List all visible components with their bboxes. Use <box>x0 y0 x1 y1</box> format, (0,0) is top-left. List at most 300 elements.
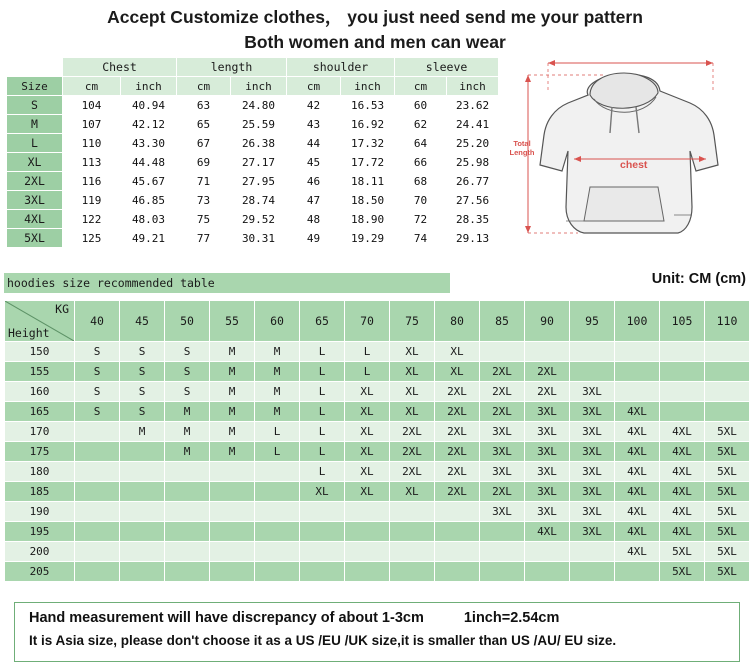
matrix-cell: M <box>255 402 300 422</box>
measure-cell: 45 <box>287 153 341 172</box>
measure-cell: 43.30 <box>121 134 177 153</box>
matrix-cell <box>345 502 390 522</box>
matrix-cell <box>615 382 660 402</box>
matrix-cell: 3XL <box>480 442 525 462</box>
matrix-cell <box>75 502 120 522</box>
matrix-cell <box>435 542 480 562</box>
measure-cell: 24.41 <box>447 115 499 134</box>
matrix-cell <box>615 362 660 382</box>
matrix-height-value: 160 <box>5 382 75 402</box>
measure-cell: 104 <box>63 96 121 115</box>
matrix-kg-header: 70 <box>345 301 390 342</box>
matrix-cell: 4XL <box>660 482 705 502</box>
measure-cell: 25.20 <box>447 134 499 153</box>
total-length-label-line1: Total <box>513 139 531 148</box>
matrix-cell <box>570 542 615 562</box>
matrix-kg-header: 105 <box>660 301 705 342</box>
matrix-cell: M <box>210 362 255 382</box>
measure-cell: 42.12 <box>121 115 177 134</box>
measure-cell: 63 <box>177 96 231 115</box>
page-title: Accept Customize clothes， you just need send me your pattern <box>107 7 643 27</box>
matrix-cell: 2XL <box>480 382 525 402</box>
matrix-cell <box>120 502 165 522</box>
disclaimer-line-1 <box>29 610 739 626</box>
size-table-unit-row <box>7 77 499 96</box>
matrix-cell <box>165 562 210 582</box>
matrix-cell: S <box>75 382 120 402</box>
size-cell: M <box>7 115 63 134</box>
matrix-cell: 3XL <box>570 502 615 522</box>
size-cell: S <box>7 96 63 115</box>
matrix-cell: 3XL <box>570 522 615 542</box>
matrix-cell: M <box>165 422 210 442</box>
matrix-cell: L <box>255 422 300 442</box>
matrix-cell: XL <box>345 462 390 482</box>
matrix-cell <box>390 522 435 542</box>
matrix-cell <box>300 542 345 562</box>
spacer-cell <box>7 58 63 77</box>
matrix-cell: XL <box>390 362 435 382</box>
unit-cell: inch <box>231 77 287 96</box>
matrix-cell: 2XL <box>525 362 570 382</box>
matrix-cell <box>480 542 525 562</box>
matrix-cell <box>120 442 165 462</box>
measure-cell: 70 <box>395 191 447 210</box>
matrix-height-value: 205 <box>5 562 75 582</box>
matrix-cell: 2XL <box>435 402 480 422</box>
matrix-cell: XL <box>345 442 390 462</box>
matrix-kg-header: 90 <box>525 301 570 342</box>
measure-cell: 42 <box>287 96 341 115</box>
matrix-kg-header: 100 <box>615 301 660 342</box>
matrix-cell <box>615 562 660 582</box>
measure-cell: 75 <box>177 210 231 229</box>
matrix-height-value: 165 <box>5 402 75 422</box>
inch-conversion-note: 1inch=2.54cm <box>463 610 560 626</box>
matrix-cell <box>345 562 390 582</box>
matrix-cell <box>660 402 705 422</box>
matrix-cell: 2XL <box>435 482 480 502</box>
matrix-cell <box>75 482 120 502</box>
matrix-cell <box>345 542 390 562</box>
matrix-cell: XL <box>435 362 480 382</box>
table-row <box>5 342 750 362</box>
matrix-cell: 4XL <box>660 462 705 482</box>
matrix-cell: 5XL <box>705 482 750 502</box>
matrix-cell: 4XL <box>615 482 660 502</box>
matrix-cell <box>660 382 705 402</box>
matrix-cell: 4XL <box>615 502 660 522</box>
matrix-cell: 4XL <box>525 522 570 542</box>
measure-cell: 23.62 <box>447 96 499 115</box>
matrix-cell <box>390 502 435 522</box>
measurement-note: Hand measurement will have discrepancy of about 1-3cm <box>29 610 424 626</box>
matrix-cell <box>75 422 120 442</box>
matrix-cell <box>165 482 210 502</box>
matrix-cell <box>615 342 660 362</box>
matrix-cell: 2XL <box>390 422 435 442</box>
matrix-cell <box>390 562 435 582</box>
matrix-cell: 5XL <box>705 442 750 462</box>
matrix-cell <box>570 562 615 582</box>
size-table-container <box>6 57 498 248</box>
matrix-cell: 4XL <box>615 462 660 482</box>
measure-cell: 66 <box>395 153 447 172</box>
matrix-corner-cell <box>5 301 75 342</box>
measure-cell: 17.32 <box>341 134 395 153</box>
measure-cell: 25.59 <box>231 115 287 134</box>
matrix-cell: M <box>120 422 165 442</box>
matrix-cell: L <box>255 442 300 462</box>
matrix-cell <box>570 342 615 362</box>
unit-cell: inch <box>447 77 499 96</box>
matrix-cell: L <box>300 382 345 402</box>
matrix-kg-header: 110 <box>705 301 750 342</box>
total-length-label-line2: Length <box>509 147 535 157</box>
measure-cell: 27.56 <box>447 191 499 210</box>
matrix-cell: 4XL <box>660 502 705 522</box>
recommend-title: hoodies size recommended table <box>4 273 450 293</box>
matrix-cell: 3XL <box>480 502 525 522</box>
matrix-cell: L <box>345 342 390 362</box>
matrix-cell: 5XL <box>705 542 750 562</box>
matrix-cell: S <box>165 362 210 382</box>
measure-cell: 72 <box>395 210 447 229</box>
matrix-cell: 3XL <box>570 382 615 402</box>
matrix-cell: XL <box>390 402 435 422</box>
unit-cell: cm <box>177 77 231 96</box>
matrix-cell: XL <box>390 342 435 362</box>
matrix-cell <box>75 542 120 562</box>
matrix-cell <box>660 342 705 362</box>
measure-cell: 45.67 <box>121 172 177 191</box>
matrix-cell: 5XL <box>705 462 750 482</box>
measure-cell: 47 <box>287 191 341 210</box>
table-row <box>5 482 750 502</box>
matrix-cell <box>255 502 300 522</box>
matrix-cell: 3XL <box>570 482 615 502</box>
matrix-cell: 2XL <box>435 442 480 462</box>
matrix-cell: S <box>120 382 165 402</box>
group-header-chest: Chest <box>63 58 177 77</box>
matrix-cell: 5XL <box>660 542 705 562</box>
matrix-cell: M <box>210 402 255 422</box>
matrix-kg-header: 55 <box>210 301 255 342</box>
matrix-cell: 3XL <box>525 442 570 462</box>
measure-cell: 44.48 <box>121 153 177 172</box>
disclaimer-line-2: It is Asia size, please don't choose it as a US /EU /UK size,it is smaller than US /AU/ EU size. <box>29 633 617 648</box>
matrix-cell: L <box>300 362 345 382</box>
matrix-cell: L <box>300 422 345 442</box>
matrix-cell: S <box>120 342 165 362</box>
matrix-cell <box>705 362 750 382</box>
matrix-cell: L <box>300 442 345 462</box>
matrix-cell: 5XL <box>705 502 750 522</box>
matrix-cell: 3XL <box>525 422 570 442</box>
matrix-cell <box>75 462 120 482</box>
measure-cell: 24.80 <box>231 96 287 115</box>
measure-cell: 110 <box>63 134 121 153</box>
measure-cell: 125 <box>63 229 121 248</box>
table-row <box>7 96 499 115</box>
matrix-cell: 2XL <box>390 442 435 462</box>
matrix-cell: XL <box>300 482 345 502</box>
matrix-cell <box>210 482 255 502</box>
matrix-cell: 3XL <box>525 462 570 482</box>
hoodie-illustration <box>508 55 746 245</box>
matrix-cell <box>345 522 390 542</box>
measure-cell: 19.29 <box>341 229 395 248</box>
matrix-cell: 5XL <box>660 562 705 582</box>
table-row <box>7 134 499 153</box>
matrix-cell <box>300 502 345 522</box>
measure-cell: 27.95 <box>231 172 287 191</box>
measure-cell: 113 <box>63 153 121 172</box>
matrix-cell: L <box>345 362 390 382</box>
matrix-cell: 2XL <box>480 402 525 422</box>
measure-cell: 29.13 <box>447 229 499 248</box>
measure-cell: 16.53 <box>341 96 395 115</box>
matrix-cell: 4XL <box>615 422 660 442</box>
matrix-cell: S <box>120 402 165 422</box>
size-cell: 5XL <box>7 229 63 248</box>
table-row <box>5 462 750 482</box>
matrix-cell: 2XL <box>480 362 525 382</box>
measure-cell: 27.17 <box>231 153 287 172</box>
matrix-cell <box>75 442 120 462</box>
matrix-cell <box>570 362 615 382</box>
matrix-height-value: 155 <box>5 362 75 382</box>
group-header-sleeve: sleeve <box>395 58 499 77</box>
table-row <box>7 153 499 172</box>
matrix-cell: 2XL <box>480 482 525 502</box>
table-row <box>5 382 750 402</box>
matrix-cell <box>480 522 525 542</box>
page-subtitle: Both women and men can wear <box>244 32 506 53</box>
matrix-cell: S <box>165 342 210 362</box>
unit-note: Unit: CM (cm) <box>651 271 746 287</box>
matrix-height-value: 190 <box>5 502 75 522</box>
measure-cell: 29.52 <box>231 210 287 229</box>
matrix-cell: M <box>210 382 255 402</box>
matrix-cell <box>705 402 750 422</box>
matrix-cell <box>165 542 210 562</box>
matrix-cell <box>300 562 345 582</box>
matrix-height-value: 195 <box>5 522 75 542</box>
matrix-cell: 4XL <box>615 402 660 422</box>
matrix-height-value: 150 <box>5 342 75 362</box>
unit-cell: cm <box>395 77 447 96</box>
matrix-cell: XL <box>345 422 390 442</box>
matrix-cell <box>525 542 570 562</box>
matrix-cell: 3XL <box>525 402 570 422</box>
matrix-cell: 3XL <box>570 462 615 482</box>
matrix-cell: 3XL <box>525 482 570 502</box>
matrix-kg-header: 95 <box>570 301 615 342</box>
matrix-cell: S <box>120 362 165 382</box>
matrix-cell <box>210 462 255 482</box>
matrix-cell: 3XL <box>525 502 570 522</box>
table-row <box>5 422 750 442</box>
matrix-cell: 4XL <box>615 442 660 462</box>
measure-cell: 49.21 <box>121 229 177 248</box>
unit-cell: inch <box>121 77 177 96</box>
matrix-cell <box>300 522 345 542</box>
matrix-cell <box>255 562 300 582</box>
matrix-cell <box>165 462 210 482</box>
matrix-height-value: 180 <box>5 462 75 482</box>
table-row <box>5 542 750 562</box>
matrix-cell: L <box>300 462 345 482</box>
matrix-height-value: 175 <box>5 442 75 462</box>
measure-cell: 116 <box>63 172 121 191</box>
matrix-cell: L <box>300 342 345 362</box>
matrix-kg-header: 40 <box>75 301 120 342</box>
matrix-cell: M <box>210 422 255 442</box>
matrix-cell <box>705 342 750 362</box>
measure-cell: 71 <box>177 172 231 191</box>
measure-cell: 60 <box>395 96 447 115</box>
matrix-cell: 5XL <box>705 422 750 442</box>
matrix-cell <box>165 522 210 542</box>
measure-cell: 16.92 <box>341 115 395 134</box>
size-cell: 3XL <box>7 191 63 210</box>
matrix-cell: L <box>300 402 345 422</box>
matrix-height-value: 170 <box>5 422 75 442</box>
matrix-cell <box>120 562 165 582</box>
table-row <box>5 522 750 542</box>
matrix-cell: 2XL <box>525 382 570 402</box>
matrix-cell: M <box>165 442 210 462</box>
matrix-cell: 5XL <box>705 522 750 542</box>
size-column-label: Size <box>7 77 63 96</box>
measure-cell: 18.11 <box>341 172 395 191</box>
matrix-cell: M <box>210 342 255 362</box>
group-header-length: length <box>177 58 287 77</box>
measure-cell: 46 <box>287 172 341 191</box>
matrix-cell <box>705 382 750 402</box>
matrix-cell <box>210 522 255 542</box>
matrix-cell <box>435 522 480 542</box>
matrix-kg-header: 85 <box>480 301 525 342</box>
measure-cell: 77 <box>177 229 231 248</box>
measure-cell: 48 <box>287 210 341 229</box>
matrix-cell: M <box>255 362 300 382</box>
measure-cell: 18.90 <box>341 210 395 229</box>
matrix-cell <box>435 562 480 582</box>
table-row <box>7 191 499 210</box>
matrix-cell: S <box>165 382 210 402</box>
measure-cell: 65 <box>177 115 231 134</box>
matrix-cell <box>120 542 165 562</box>
matrix-cell: 3XL <box>480 462 525 482</box>
table-row <box>5 402 750 422</box>
size-cell: 4XL <box>7 210 63 229</box>
matrix-cell: 5XL <box>705 562 750 582</box>
matrix-cell <box>480 562 525 582</box>
matrix-cell <box>435 502 480 522</box>
measure-cell: 73 <box>177 191 231 210</box>
matrix-cell: 4XL <box>660 442 705 462</box>
measure-cell: 46.85 <box>121 191 177 210</box>
matrix-cell: S <box>75 362 120 382</box>
matrix-cell: XL <box>345 382 390 402</box>
matrix-cell: 3XL <box>570 442 615 462</box>
measure-cell: 119 <box>63 191 121 210</box>
matrix-kg-header: 65 <box>300 301 345 342</box>
measure-cell: 107 <box>63 115 121 134</box>
measure-cell: 28.74 <box>231 191 287 210</box>
chest-label: chest <box>620 159 648 171</box>
matrix-kg-header: 45 <box>120 301 165 342</box>
matrix-cell: 3XL <box>570 402 615 422</box>
size-cell: 2XL <box>7 172 63 191</box>
matrix-cell <box>120 482 165 502</box>
matrix-height-label: Height <box>8 326 50 340</box>
measure-cell: 28.35 <box>447 210 499 229</box>
matrix-kg-header: 50 <box>165 301 210 342</box>
measure-cell: 122 <box>63 210 121 229</box>
matrix-cell: 3XL <box>570 422 615 442</box>
measure-cell: 62 <box>395 115 447 134</box>
matrix-kg-header: 60 <box>255 301 300 342</box>
matrix-kg-header: 75 <box>390 301 435 342</box>
matrix-cell: 2XL <box>435 422 480 442</box>
recommend-banner <box>4 273 746 293</box>
table-row <box>7 210 499 229</box>
matrix-cell: S <box>75 402 120 422</box>
matrix-cell <box>255 522 300 542</box>
matrix-cell: M <box>255 342 300 362</box>
size-table <box>6 57 499 248</box>
matrix-cell: M <box>255 382 300 402</box>
matrix-cell: S <box>75 342 120 362</box>
matrix-cell <box>390 542 435 562</box>
matrix-cell: 4XL <box>660 522 705 542</box>
table-row <box>5 362 750 382</box>
matrix-cell <box>75 522 120 542</box>
measure-cell: 64 <box>395 134 447 153</box>
matrix-cell: 4XL <box>615 542 660 562</box>
recommend-matrix <box>4 300 750 582</box>
size-table-group-header-row <box>7 58 499 77</box>
matrix-cell <box>255 462 300 482</box>
matrix-header-row <box>5 301 750 342</box>
matrix-cell <box>255 482 300 502</box>
matrix-kg-header: 80 <box>435 301 480 342</box>
measure-cell: 44 <box>287 134 341 153</box>
matrix-cell: 2XL <box>390 462 435 482</box>
measure-cell: 17.72 <box>341 153 395 172</box>
matrix-height-value: 185 <box>5 482 75 502</box>
table-row <box>7 172 499 191</box>
table-row <box>5 442 750 462</box>
matrix-cell: 3XL <box>480 422 525 442</box>
matrix-cell <box>75 562 120 582</box>
matrix-kg-label: KG <box>55 302 69 316</box>
measure-cell: 26.38 <box>231 134 287 153</box>
matrix-cell: 2XL <box>435 462 480 482</box>
matrix-cell: M <box>210 442 255 462</box>
matrix-cell <box>525 562 570 582</box>
matrix-cell <box>660 362 705 382</box>
measure-cell: 67 <box>177 134 231 153</box>
table-row <box>5 502 750 522</box>
measure-cell: 25.98 <box>447 153 499 172</box>
measure-cell: 69 <box>177 153 231 172</box>
disclaimer-box <box>14 602 740 662</box>
matrix-height-value: 200 <box>5 542 75 562</box>
